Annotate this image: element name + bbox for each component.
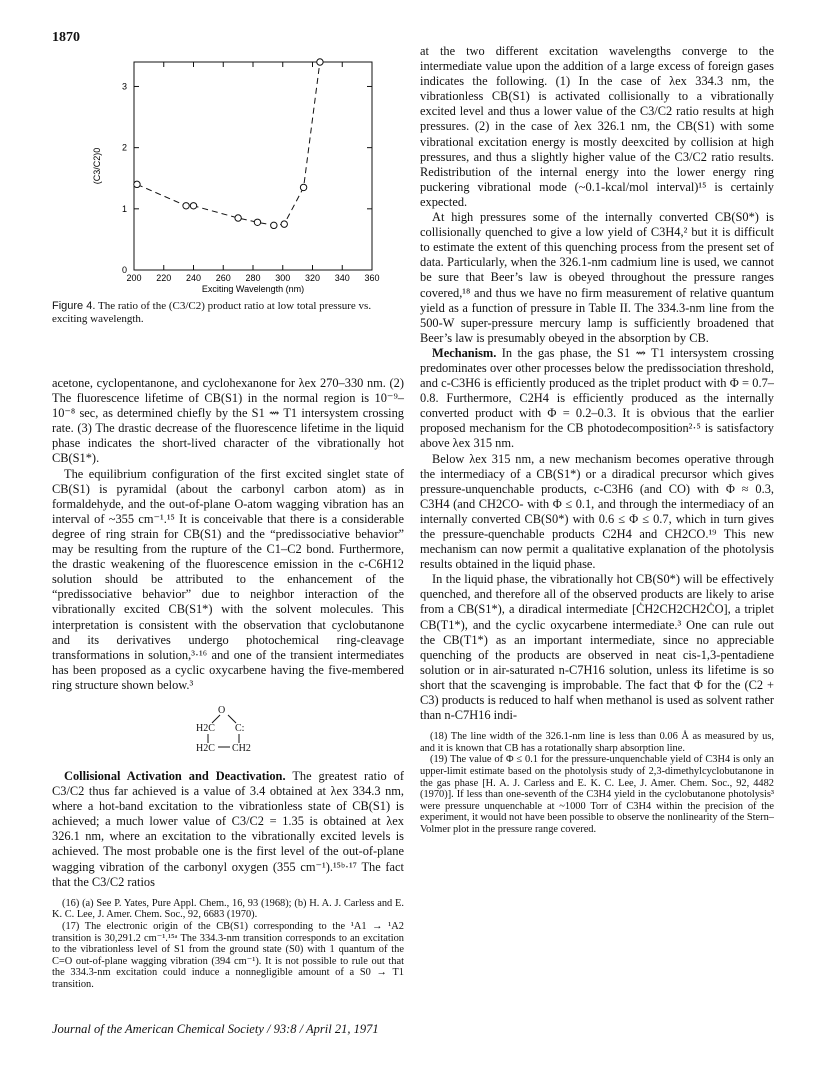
y-tick-label: 3 (121, 81, 127, 92)
right-para-3-text: In the gas phase, the S1 ⇝ T1 intersystem crossing predominates over other processes below the predissociation threshold, and c-C3H6 is efficiently produced as the triplet product with Φ = 0.7–0.8. Furthermore, C2H4 is efficiently produced as the internally converted product with Φ = 0.2–0.3. It is obvious that the earlier proposed mechanism for the CB photodecomposition²·⁵ is satisfactory above λex 315 nm. (420, 345, 775, 451)
structure-c: C: (235, 722, 245, 734)
footnote-19: (19) The value of Φ ≤ 0.1 for the pressure-unquenchable yield of C3H4 is only an upper-limit estimate based on the photolysis study of 2,3-dimethylcyclobutanone in the gas phase [H. A. J. Carless and E. K. C. Lee, J. Amer. Chem. Soc., 92, 4482 (1970)]. If less than one-seventh of the C3H4 yield in the cyclobutanone photolysis³ were pressure unquenchable at ~1000 Torr of C3H4 within the precision of the experiment, it would not have been possible to observe the nonlinearity of the Stern–Volmer plot in the pressure range covered. (420, 754, 774, 835)
structure-bonds (52, 701, 404, 763)
plot-frame (134, 62, 372, 270)
left-para-2: The equilibrium configuration of the first excited singlet state of CB(S1) is pyramidal (about the carbonyl carbon atom) as in formaldehyde, and the out-of-plane O-atom wagging vibration has an interval of ~355 cm⁻¹.¹⁵ It is conceivable that there is a considerable degree of ring strain for CB(S1) and the “predissociative behavior” may be resulting from the rupture of the C1–C2 bond. Furthermore, the drastic weakening of the fluorescence emission in the c-C6H12 solution should be attributed to the enhancement of the “predissociative behavior” due to neighbor interaction of the vibrationally excited CB(S1*) with the solvent molecules. This interpretation is consistent with the observation that cyclobutanone and its derivatives undergo photochemical ring-cleavage transformations in solution,³·¹⁶ and one of the transient intermediates has been proposed as a cyclic oxycarbene having the five-membered ring structure shown below.³ (52, 466, 404, 692)
left-para-1: acetone, cyclopentanone, and cyclohexanone for λex 270–330 nm. (2) The fluorescence lifetime of CB(S1) in the normal region is 10⁻⁹–10⁻⁸ sec, as determined chiefly by the S1 ⇝ T1 intersystem crossing rate. (3) The drastic decrease of the fluorescence lifetime in the liquid phase indicates the short-lived character of the vibrationally hot CB(S1*). (52, 376, 404, 466)
figure-caption (52, 300, 404, 326)
x-tick-label: 200 (126, 273, 142, 283)
data-point (300, 184, 306, 190)
footnote-18: (18) The line width of the 326.1-nm line is less than 0.06 Å as measured by us, and it is known that CB has a rotationally sharp absorption line. (420, 731, 774, 754)
left-para-3-text: The greatest ratio of C3/C2 thus far achieved is a value of 3.4 obtained at λex 334.3 nm, where a hot-band excitation to the vibrationless state of CB(S1) is achieved; a much lower value of C3/C2 = 1.35 is obtained at λex 326.1 nm, where an excitation to the vibrationally excited levels is achieved. The most probable one is the first level of the out-of-plane wagging vibration of the carbonyl oxygen (355 cm⁻¹).¹⁵ᵇ·¹⁷ The fact that the C3/C2 ratios (52, 768, 405, 889)
data-point (271, 222, 277, 228)
x-tick-label: 320 (304, 273, 321, 283)
right-para-5: In the liquid phase, the vibrationally hot CB(S0*) will be effectively quenched, and therefore all of the observed products are likely to arise from a CB(S1*), a diradical intermediate [ĊH2CH2CH2ĊO], a triplet CB(T1*), and the cyclic oxycarbene intermediate.³ One can rule out the CB(T1*) as an important intermediate, since no appreciable quenching of the products are observed in neat cis-1,3-pentadiene solution or in air-saturated n-C7H16 solution, unless its lifetime is so short that the scavenging is improbable. The fact that Φ for the (C2 + C3) products is reduced to half when methanol is used as solvent rather than n-C7H16 indi- (420, 572, 774, 723)
x-tick-label: 280 (245, 273, 261, 283)
x-axis-label: Exciting Wavelength (nm) (201, 284, 305, 294)
data-point (281, 221, 287, 227)
x-tick-label: 360 (364, 273, 380, 283)
x-tick-label: 340 (334, 273, 350, 283)
x-tick-label: 260 (215, 273, 231, 283)
data-point (190, 203, 196, 209)
right-para-3 (420, 346, 774, 452)
left-para-3-head: Collisional Activation and Deactivation. (64, 768, 286, 783)
page-number: 1870 (52, 30, 80, 45)
ratio-chart (52, 48, 404, 298)
right-para-2: At high pressures some of the internally converted CB(S0*) is collisionally quenched to give a low yield of C3H4,² but it is difficult to estimate the extent of this quenching process from the present set of data. Particularly, when the 326.1-nm cadmium line is used, we cannot be sure that Beer’s law is obeyed throughout the pressure ranges covered,¹⁸ and thus we have no firm measurement of relative quantum yield as a function of pressure in Table II. The 334.3-nm line from the 500-W super-pressure mercury lamp is sufficiently broadened that Beer’s law is presumably obeyed in the absorption by CB. (420, 210, 774, 345)
right-para-1: at the two different excitation wavelengths converge to the intermediate value upon the addition of a large excess of foreign gases indicates the following. (1) In the case of λex 334.3 nm, the vibrationless CB(S1) is activated collisionally to a vibrationally excited level and thus a lower value of the C3/C2 ratio results at high pressures. (2) in the case of λex 326.1 nm, the CB(S1) with some vibrational excitation energy is mostly deexcited by collision at high pressures, and thus a slightly higher value of the C3/C2 ratio results. Redistribution of the internal energy into the lower energy ring puckering vibrational mode (~0.1-kcal/mol interval)¹⁵ is certainly expected. (420, 44, 774, 209)
y-tick-label: 2 (121, 142, 127, 153)
structure-h2c-bottom: H2C (196, 742, 215, 754)
x-tick-label: 240 (185, 273, 202, 283)
journal-footer: Journal of the American Chemical Society / 93:8 / April 21, 1971 (52, 1022, 379, 1036)
right-para-4: Below λex 315 nm, a new mechanism becomes operative through the intermediacy of a CB(S1*) or a diradical precursor which gives pressure-unquenchable products, c-C3H6 (and CO) with Φ ≈ 0.3, C3H4 (and CH2CO- with Φ ≤ 0.1, and through the intermediacy of an internally converted CB(S0*) with 0.6 ≤ Φ ≤ 0.7, which in turn gives the pressure-quenchable products C2H4 and CH2CO.¹⁹ This new mechanism can now permit a qualitative explanation of the photolysis results obtained in the liquid phase. (420, 451, 774, 572)
structure-o: O (218, 704, 226, 716)
figure-caption-text: The ratio of the (C3/C2) product ratio at low total pressure vs. exciting wavelength. (52, 300, 372, 325)
x-tick-label: 220 (156, 273, 172, 283)
y-tick-label: 1 (121, 203, 127, 214)
data-point (254, 219, 260, 225)
right-column (420, 44, 774, 836)
data-point (317, 59, 323, 65)
left-column (52, 44, 404, 990)
right-footnotes (420, 731, 774, 835)
structure-h2c-top: H2C (196, 722, 215, 734)
data-point (134, 181, 140, 187)
structure-ch2: CH2 (232, 742, 251, 754)
footnote-16: (16) (a) See P. Yates, Pure Appl. Chem., 16, 93 (1968); (b) H. A. J. Carless and E. K. C. Lee, J. Amer. Chem. Soc., 92, 6683 (1970). (52, 897, 404, 921)
left-footnotes (52, 898, 404, 991)
oxycarbene-structure (52, 701, 404, 763)
figure-4 (52, 48, 404, 298)
footnote-17: (17) The electronic origin of the CB(S1) corresponding to the ¹A1 → ¹A2 transition is 30,291.2 cm⁻¹.¹⁵ᵃ The 334.3-nm transition corresponds to an excitation to the vibrationless level of S1 from the ground state (S0) with 1 quantum of the C=O out-of-plane wagging vibration (394 cm⁻¹). It is not possible to rule out that the 334.3-nm excitation could induce a nonnegligible amount of a S0 → T1 transition. (52, 920, 404, 990)
data-point (235, 215, 241, 221)
y-tick-label: 0 (121, 265, 127, 275)
figure-caption-label: Figure 4. (52, 300, 96, 312)
series-line (137, 62, 320, 225)
right-para-3-head: Mechanism. (432, 345, 497, 360)
data-point (183, 203, 189, 209)
x-tick-label: 300 (275, 273, 291, 283)
y-axis-label: (C3/C2)0 (92, 147, 102, 185)
left-para-3 (52, 769, 404, 890)
